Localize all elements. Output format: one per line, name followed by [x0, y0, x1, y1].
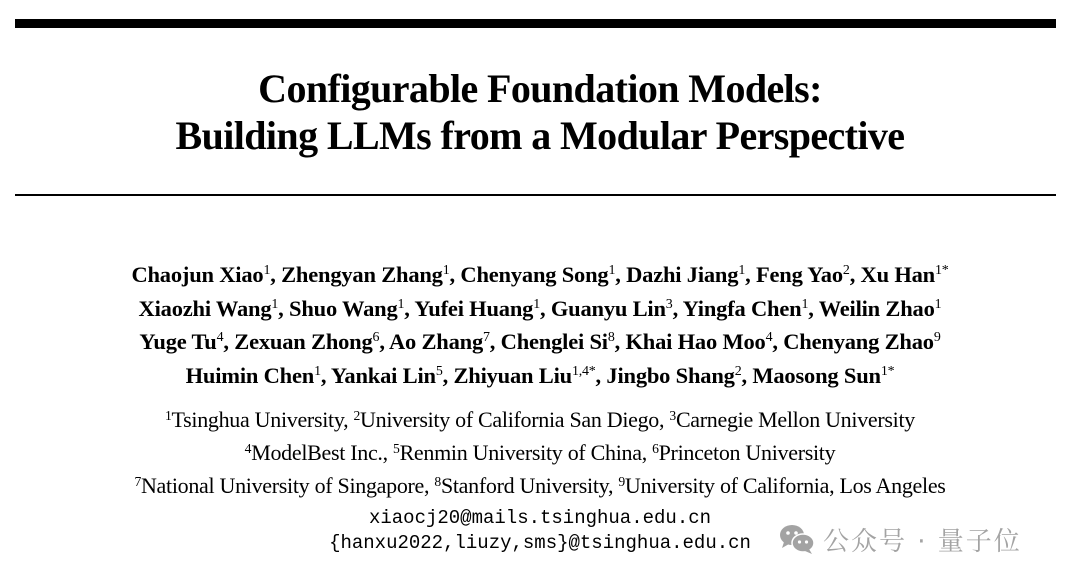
- affiliation-name: Carnegie Mellon University: [675, 407, 915, 432]
- affiliation-number: 7: [134, 473, 141, 489]
- author-name: Guanyu Lin: [550, 295, 666, 321]
- author-name: Jingbo Shang: [606, 362, 735, 388]
- affiliation-marker: 4: [765, 330, 773, 346]
- affiliation-name: ModelBest Inc.: [251, 440, 383, 465]
- affiliation-marker: 5: [435, 363, 443, 379]
- affiliation-marker: 3: [665, 296, 673, 312]
- author-name: Zhiyuan Liu: [453, 362, 572, 388]
- affiliation-marker: 1: [397, 296, 405, 312]
- author-name: Zexuan Zhong: [234, 329, 373, 354]
- author-name: Chaojun Xiao: [131, 262, 264, 287]
- author-name: Yufei Huang: [414, 295, 534, 321]
- affiliation-marker: 1: [314, 363, 321, 379]
- author-name: Maosong Sun: [752, 362, 881, 388]
- affiliation-number: 3: [669, 407, 676, 423]
- paper-title-line-1: Configurable Foundation Models:: [258, 66, 822, 111]
- author-line: Huimin Chen$^1$, Yankai Lin$^5$, Zhiyuan Liu$^{1,4*}$, Jingbo Shang$^2$, Maosong Sun$^{1*}$: [185, 362, 895, 388]
- paper-title-line-2: Building LLMs from a Modular Perspective: [175, 113, 905, 158]
- watermark-text: 公众号 · 量子位: [823, 526, 1022, 557]
- affiliation-number: 4: [244, 440, 252, 456]
- affiliation-marker: 1: [263, 263, 271, 279]
- affiliation-marker: 7: [483, 330, 490, 346]
- email-line-2[interactable]: {hanxu2022,liuzy,sms}@tsinghua.edu.cn: [329, 532, 751, 554]
- affiliation-marker: 8: [607, 330, 615, 346]
- affiliation-number: 5: [393, 440, 400, 456]
- affiliation-number: 1: [165, 407, 172, 423]
- wechat-watermark: [779, 521, 1022, 557]
- author-name: Yuge Tu: [139, 329, 217, 354]
- affiliation-marker: 1: [271, 296, 279, 312]
- affiliation-number: 6: [652, 440, 659, 456]
- affiliation-marker: 1: [934, 296, 942, 312]
- title-bottom-rule: [15, 194, 1056, 196]
- author-line: Xiaozhi Wang$^1$, Shuo Wang$^1$, Yufei Huang$^1$, Guanyu Lin$^3$, Yingfa Chen$^1$, Weilin Zhao$^1$: [138, 295, 942, 321]
- affiliation-name: University of California, Los Angeles: [624, 473, 946, 498]
- affiliation-marker: 4: [216, 330, 224, 346]
- author-name: Zhengyan Zhang: [281, 262, 443, 287]
- affiliation-marker: 9: [933, 330, 941, 346]
- affiliation-marker: 1: [801, 296, 809, 312]
- affiliation-marker: 1: [608, 263, 616, 279]
- affiliation-name: Stanford University: [440, 473, 608, 498]
- affiliation-marker: 2: [734, 363, 742, 379]
- affiliation-line: $^4$ModelBest Inc., $^5$Renmin University of China, $^6$Princeton University: [244, 440, 836, 465]
- affiliation-marker: 1*: [935, 263, 949, 279]
- affiliation-name: Tsinghua University: [171, 407, 344, 432]
- affiliation-marker: 1*: [880, 363, 895, 379]
- affiliation-marker: 1: [738, 263, 746, 279]
- author-line: Yuge Tu$^4$, Zexuan Zhong$^6$, Ao Zhang$^7$, Chenglei Si$^8$, Khai Hao Moo$^4$, Chenyang Zhao$^9$: [139, 329, 941, 354]
- affiliation-marker: 2: [842, 263, 850, 279]
- affiliation-number: 9: [618, 473, 625, 489]
- affiliation-marker: 1: [442, 263, 450, 279]
- author-name: Yingfa Chen: [682, 295, 802, 321]
- author-name: Feng Yao: [755, 262, 843, 287]
- affiliation-marker: 6: [372, 330, 380, 346]
- affiliation-line: $^1$Tsinghua University, $^2$University of California San Diego, $^3$Carnegie Mellon University: [165, 407, 915, 432]
- author-name: Ao Zhang: [388, 329, 483, 354]
- affiliation-name: National University of Singapore: [140, 473, 425, 498]
- author-line: Chaojun Xiao$^1$, Zhengyan Zhang$^1$, Chenyang Song$^1$, Dazhi Jiang$^1$, Feng Yao$^2$, Xu Han$^{1*}$: [131, 262, 949, 287]
- affiliation-number: 8: [434, 473, 441, 489]
- affiliation-marker: 1,4*: [571, 363, 596, 379]
- author-name: Weilin Zhao: [818, 295, 935, 321]
- author-name: Chenyang Zhao: [783, 329, 934, 354]
- author-name: Khai Hao Moo: [625, 329, 766, 354]
- affiliation-name: Renmin University of China: [399, 440, 642, 465]
- author-name: Yankai Lin: [330, 362, 436, 388]
- author-name: Xu Han: [860, 262, 935, 287]
- affiliation-name: Princeton University: [658, 440, 836, 465]
- affiliation-marker: 1: [533, 296, 540, 312]
- email-line-1[interactable]: xiaocj20@mails.tsinghua.edu.cn: [368, 507, 712, 529]
- affiliation-list: [0, 403, 1080, 502]
- author-name: Dazhi Jiang: [626, 262, 739, 287]
- author-name: Xiaozhi Wang: [138, 295, 272, 321]
- author-list: [0, 258, 1080, 392]
- author-name: Shuo Wang: [289, 295, 398, 321]
- affiliation-number: 2: [353, 407, 361, 423]
- top-rule: [15, 19, 1056, 28]
- affiliation-name: University of California San Diego: [360, 407, 660, 432]
- author-name: Chenyang Song: [460, 262, 609, 287]
- affiliation-line: $^7$National University of Singapore, $^8$Stanford University, $^9$University of California, Los Angeles: [134, 473, 946, 498]
- author-name: Huimin Chen: [185, 362, 315, 388]
- author-name: Chenglei Si: [500, 329, 608, 354]
- wechat-icon: [779, 523, 815, 555]
